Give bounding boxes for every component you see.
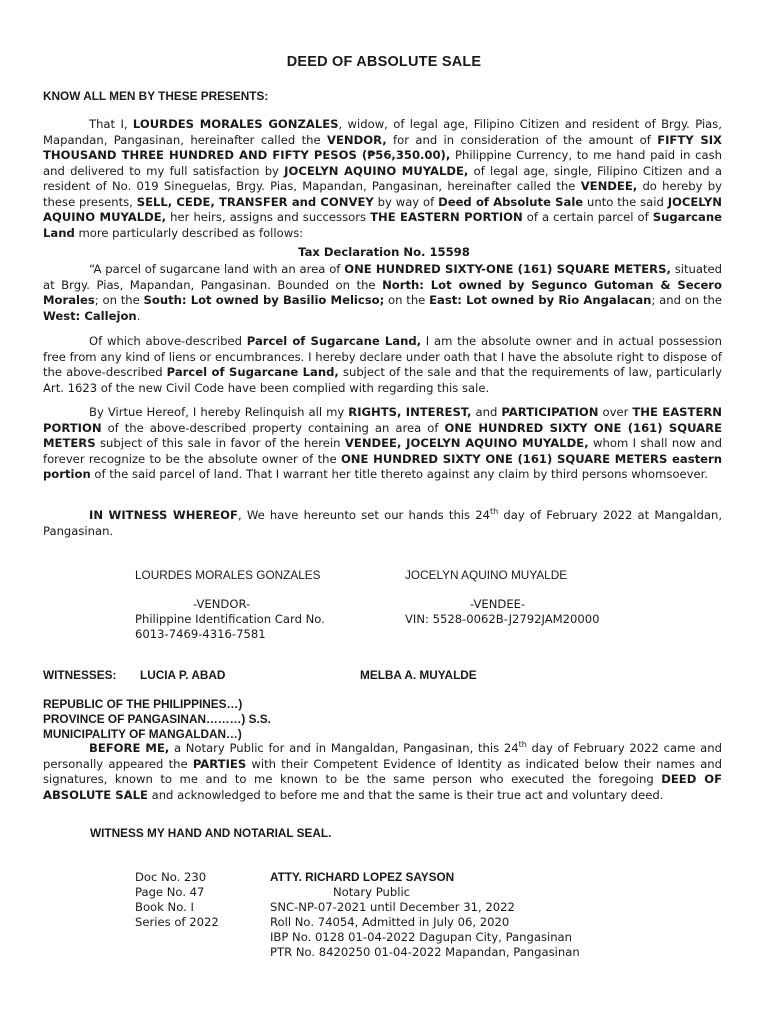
text: I am the absolute owner and in actual possession free from any kind of liens or encumbrances. I hereby declare under oath that I have the absolute right to dispose of the above-described [43, 334, 722, 379]
document-title: DEED OF ABSOLUTE SALE [286, 54, 482, 70]
land-type: Sugarcane Land [43, 210, 722, 240]
paragraph-relinquish [43, 405, 722, 483]
ack-republic: REPUBLIC OF THE PHILIPPINES…) [43, 697, 243, 711]
text: Of which above-described [89, 334, 247, 348]
witness-whereof: IN WITNESS WHEREOF [89, 508, 238, 522]
ack-municipality: MUNICIPALITY OF MANGALDAN…) [43, 727, 242, 741]
parcel-label: Parcel of Sugarcane Land, [166, 365, 339, 379]
notary-ptr: PTR No. 8420250 01-04-2022 Mapandan, Pangasinan [270, 945, 580, 959]
text: by way of [373, 194, 439, 209]
vendee-label: VENDEE, [580, 179, 638, 193]
vendee-vin: VIN: 5528-0062B-J2792JAM20000 [405, 612, 600, 626]
text: of the above-described property containing an area of [101, 420, 445, 435]
text: whom I shall now and forever recognize to be the absolute owner of the [43, 436, 723, 466]
paragraph-witness-whereof [43, 508, 722, 539]
text: “A parcel of sugarcane land with an area of [89, 262, 345, 276]
notary-title: Notary Public [333, 885, 411, 899]
text: for and in consideration of the amount of [386, 132, 658, 147]
page-number: Page No. 47 [135, 885, 205, 899]
parcel-label: Parcel of Sugarcane Land, [246, 334, 422, 348]
text: ; on the [94, 293, 144, 307]
notary-roll: Roll No. 74054, Admitted in July 06, 2020 [270, 915, 510, 929]
paragraph-ownership [43, 334, 722, 396]
north-boundary: North: Lot owned by Segunco Gutoman & Secero Morales [43, 277, 722, 307]
portion-label: THE EASTERN PORTION [370, 210, 523, 224]
text: ; and on the [651, 293, 722, 307]
doc-number: Doc No. 230 [135, 870, 207, 884]
vendee-name: VENDEE, JOCELYN AQUINO MUYALDE, [344, 436, 589, 450]
text: on the [384, 293, 430, 307]
tax-declaration: Tax Declaration No. 15598 [298, 245, 470, 259]
vendee-role: -VENDEE- [470, 597, 526, 611]
witness-two: MELBA A. MUYALDE [360, 668, 477, 682]
text: of legal age, single, Filipino Citizen and a resident of No. 019 Sineguelas, Brgy. Pias, Mapandan, Pangasinan, hereinafter called the [43, 163, 723, 193]
land-area: ONE HUNDRED SIXTY ONE (161) SQUARE METERS [43, 420, 722, 450]
ordinal-suffix: th [518, 740, 527, 750]
deed-title-ref: DEED OF ABSOLUTE SALE [43, 772, 722, 802]
vendee-signature-name: JOCELYN AQUINO MUYALDE [405, 568, 568, 582]
vendee-name: JOCELYN AQUINO MUYALDE, [284, 163, 469, 178]
vendor-name: LOURDES MORALES GONZALES [132, 117, 339, 131]
ack-province: PROVINCE OF PANGASINAN………) S.S. [43, 712, 271, 726]
land-area: ONE HUNDRED SIXTY-ONE (161) SQUARE METERS, [344, 262, 671, 276]
text: By Virtue Hereof, I hereby Relinquish all my [89, 405, 349, 419]
deed-type: Deed of Absolute Sale [438, 194, 584, 209]
series-year: Series of 2022 [135, 915, 219, 929]
paragraph-sale-terms [43, 117, 722, 241]
text: situated at Brgy. Pias, Mapandan, Pangasinan. Bounded on the [43, 262, 722, 292]
text: . [136, 308, 141, 323]
witnesses-label: WITNESSES: [43, 668, 117, 682]
opening-line: KNOW ALL MEN BY THESE PRESENTS: [43, 89, 269, 103]
text: unto the said [583, 194, 668, 209]
text: subject of the sale and that the requirements of law, particularly Art. 1623 of the new Civil Code have been complied with regarding this sale. [43, 365, 722, 395]
text: her heirs, assigns and successors [166, 210, 371, 224]
ordinal-suffix: th [490, 507, 499, 517]
text: day of February 2022 at Mangaldan, Pangasinan. [43, 508, 723, 538]
book-number: Book No. I [135, 900, 194, 914]
vendor-role: -VENDOR- [193, 597, 251, 611]
text: a Notary Public for and in Mangaldan, Pangasinan, this 24 [169, 741, 519, 755]
text: That I, [89, 117, 133, 131]
text: more particularly described as follows: [74, 225, 304, 240]
vendor-id-number: 6013-7469-4316-7581 [135, 627, 266, 641]
notary-name: ATTY. RICHARD LOPEZ SAYSON [270, 870, 455, 884]
parties-label: PARTIES [192, 756, 247, 771]
land-area-portion: ONE HUNDRED SIXTY ONE (161) SQUARE METERS eastern portion [43, 451, 722, 481]
participation-label: PARTICIPATION [501, 405, 599, 419]
south-boundary: South: Lot owned by Basilio Melicso; [143, 293, 385, 307]
east-boundary: East: Lot owned by Rio Angalacan [429, 293, 652, 307]
vendor-label: VENDOR, [327, 132, 387, 147]
portion-label: THE EASTERN PORTION [43, 405, 722, 435]
text: with their Competent Evidence of Identity as indicated below their names and signatures, known to me and to me known to be the same person who executed the foregoing [43, 756, 723, 786]
before-me: BEFORE ME, [89, 741, 170, 755]
paragraph-notary-acknowledgment [43, 741, 722, 803]
text: subject of this sale in favor of the herein [95, 436, 345, 450]
text: , widow, of legal age, Filipino Citizen and resident of Brgy. Pias, Mapandan, Pangasinan, hereinafter called the [43, 117, 722, 147]
text: of a certain parcel of [522, 210, 653, 224]
text: Philippine Currency, to me hand paid in cash and delivered to my full satisfaction by [43, 148, 722, 178]
text: and [471, 405, 502, 419]
text: day of February 2022 came and personally appeared the [43, 741, 722, 771]
witness-one: LUCIA P. ABAD [140, 668, 226, 682]
vendor-signature-name: LOURDES MORALES GONZALES [135, 568, 321, 582]
paragraph-land-description [43, 262, 722, 324]
text: do hereby by these presents, [43, 179, 722, 209]
text: of the said parcel of land. That I warrant her title thereto against any claim by third persons whomsoever. [90, 467, 709, 481]
text: over [598, 405, 633, 419]
notary-commission: SNC-NP-07-2021 until December 31, 2022 [270, 900, 515, 914]
rights-label: RIGHTS, INTEREST, [348, 405, 472, 419]
text: and acknowledged to before me and that the same is their true act and voluntary deed. [147, 787, 664, 802]
west-boundary: West: Callejon [43, 308, 137, 323]
vendee-name: JOCELYN AQUINO MUYALDE, [43, 194, 722, 224]
text: , We have hereunto set our hands this 24 [237, 508, 490, 522]
sale-amount: FIFTY SIX THOUSAND THREE HUNDRED AND FIFTY PESOS (₱56,350.00), [43, 132, 722, 162]
vendor-id-label: Philippine Identification Card No. [135, 612, 325, 626]
notary-ibp: IBP No. 0128 01-04-2022 Dagupan City, Pangasinan [270, 930, 573, 944]
witness-seal-line: WITNESS MY HAND AND NOTARIAL SEAL. [90, 826, 332, 840]
conveyance-terms: SELL, CEDE, TRANSFER and CONVEY [136, 194, 374, 209]
